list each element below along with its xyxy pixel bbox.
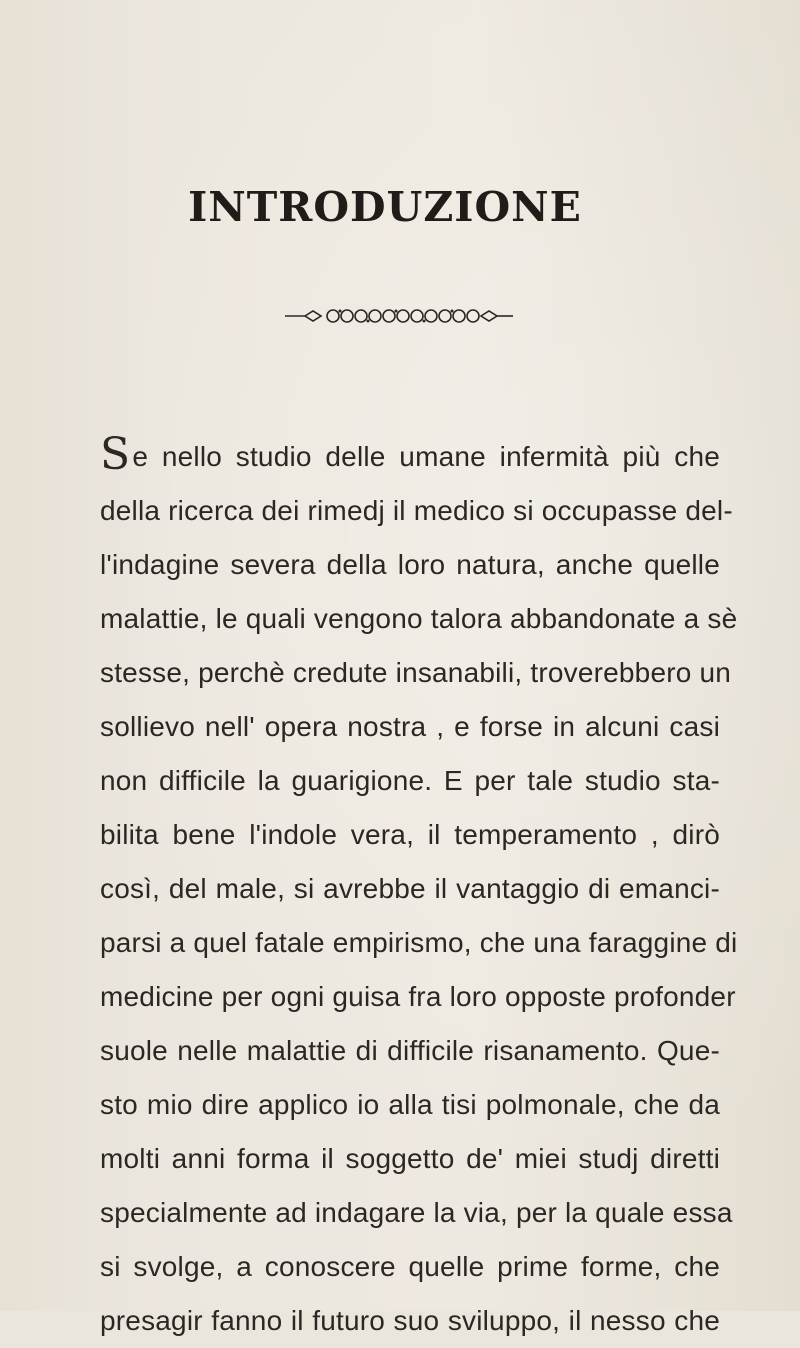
page-title: INTRODUZIONE — [188, 183, 582, 231]
text-line: si svolge, a conoscere quelle prime forme, che — [100, 1251, 720, 1282]
text-line: sollievo nell' opera nostra , e forse in alcuni casi — [100, 711, 720, 742]
first-line-rest: e nello studio delle umane infermità più che — [132, 441, 720, 472]
text-line: molti anni forma il soggetto de' miei studj diretti — [100, 1143, 720, 1174]
text-line: suole nelle malattie di difficile risanamento. Que- — [100, 1035, 720, 1066]
text-line: bilita bene l'indole vera, il temperamento , dirò — [100, 819, 720, 850]
text-line: l'indagine severa della loro natura, anche quelle — [100, 549, 720, 580]
text-line: sto mio dire applico io alla tisi polmonale, che da — [100, 1089, 720, 1120]
drop-cap: S — [100, 429, 131, 480]
decorative-rule-icon — [283, 302, 515, 330]
text-line: della ricerca dei rimedj il medico si occupasse del- — [100, 495, 733, 526]
text-line: malattie, le quali vengono talora abbandonate a sè — [100, 603, 738, 634]
text-line: così, del male, si avrebbe il vantaggio di emanci- — [100, 873, 720, 904]
text-line: presagir fanno il futuro suo sviluppo, il nesso che — [100, 1305, 720, 1336]
body-text — [100, 429, 738, 1348]
text-line: specialmente ad indagare la via, per la quale essa — [100, 1197, 733, 1228]
text-line: non difficile la guarigione. E per tale studio sta- — [100, 765, 720, 796]
text-line: medicine per ogni guisa fra loro opposte profonder — [100, 981, 736, 1012]
text-line-first — [100, 430, 720, 484]
text-line: stesse, perchè credute insanabili, troverebbero un — [100, 657, 732, 688]
text-line: parsi a quel fatale empirismo, che una faraggine di — [100, 927, 738, 958]
